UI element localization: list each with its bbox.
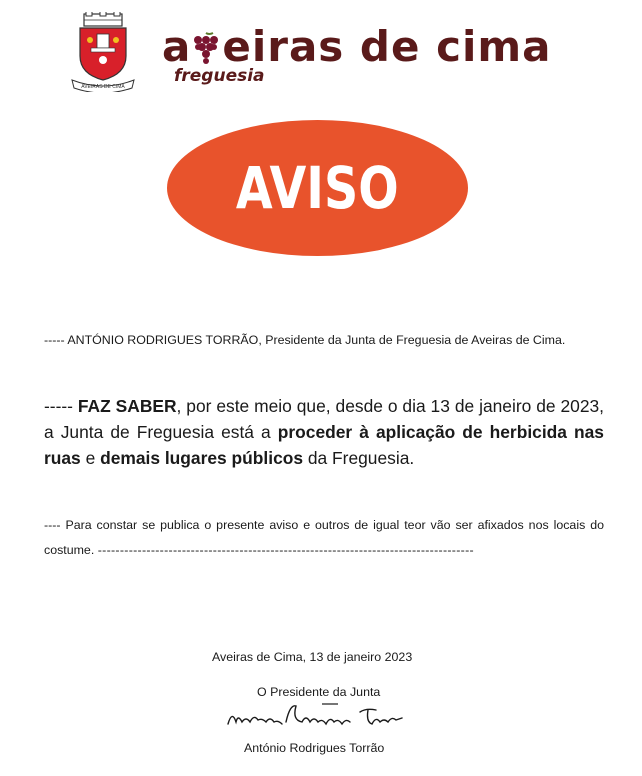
logo-text-start: a: [162, 22, 192, 71]
announcement-bold2: demais lugares públicos: [100, 448, 304, 468]
faz-saber-text: FAZ SABER: [77, 396, 177, 416]
president-name: António Rodrigues Torrão: [244, 741, 385, 755]
announcement-part2: e: [80, 448, 101, 468]
announcement-part1: , por este meio que, desde o dia 13 de janeiro de 2023, a Junta de Freguesia está a: [44, 396, 604, 442]
closing-text: ---- Para constar se publica o presente aviso e outros de igual teor vão ser afixados nos locais do costume.: [44, 518, 604, 557]
header: [70, 12, 590, 102]
aviso-title: AVISO: [236, 154, 399, 222]
announcement-paragraph: [44, 393, 604, 471]
aviso-banner: [167, 120, 468, 256]
announcement-part3: da Freguesia.: [303, 448, 415, 468]
coat-of-arms-icon: [70, 12, 136, 92]
closing-dashes: -------------------------------------------------------------------------------------: [97, 543, 474, 557]
crest-caption: AVEIRAS DE CIMA: [81, 84, 125, 90]
grape-cluster-icon: [191, 31, 221, 65]
logo-text-end: eiras de cima: [222, 22, 552, 71]
closing-paragraph: [44, 513, 604, 563]
logo-subtitle: freguesia: [174, 66, 265, 86]
municipality-logo: [162, 22, 552, 71]
handwritten-signature: [226, 700, 414, 736]
place-date: Aveiras de Cima, 13 de janeiro 2023: [212, 650, 413, 664]
intro-paragraph: ----- ANTÓNIO RODRIGUES TORRÃO, Presidente da Junta de Freguesia de Aveiras de Cima.: [44, 333, 566, 347]
announcement-bold1: proceder à aplicação de herbicida nas ruas: [44, 422, 604, 468]
president-title: O Presidente da Junta: [257, 685, 381, 699]
announcement-lead: -----: [44, 396, 78, 416]
